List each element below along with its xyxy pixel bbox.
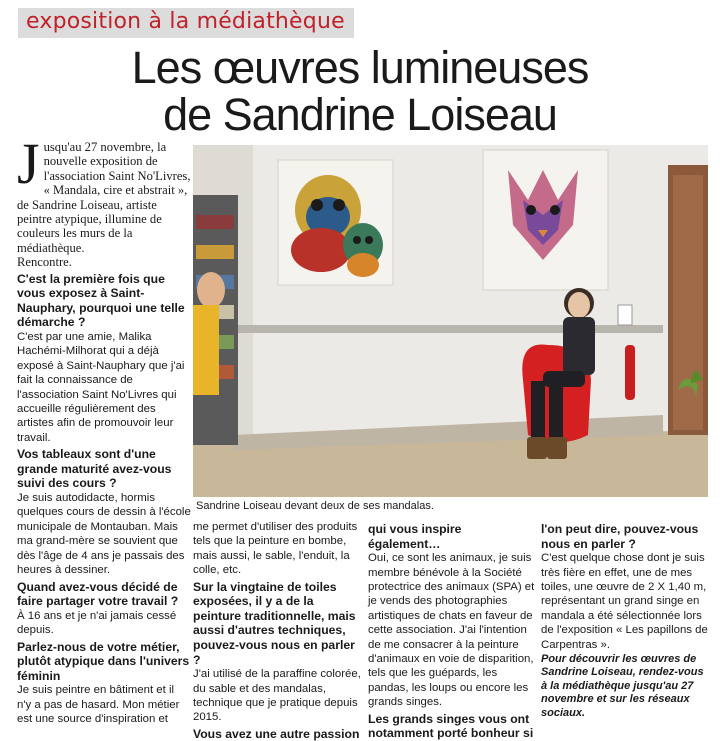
closing-note: Pour découvrir les œuvres de Sandrine Loiseau, rendez-vous à la médiathèque jusqu'au 27 novembre et sur les réseaux sociaux. (541, 653, 704, 719)
interview-question: Sur la vingtaine de toiles exposées, il y a de la peinture traditionnelle, mais aussi d'autres techniques, pouvez-vous nous en parler ? (193, 579, 356, 667)
headline-line-2: de Sandrine Loiseau (163, 89, 557, 140)
interview-question: Les grands singes vous ont notamment porté bonheur si (368, 711, 534, 741)
headline (0, 44, 720, 138)
column-2 (193, 520, 363, 741)
interview-answer: Oui, ce sont les animaux, je suis membre bénévole à la Société protectrice des animaux (SPA) et je vends des photographies artistiques de chats en faveur de cette association. J'ai l'intention de me consacrer à la peinture d'animaux en voie de disparition, tels que les guépards, les pandas, les loups ou encore les grands singes. (368, 552, 535, 709)
interview-question: C'est la première fois que vous exposez à Saint-Nauphary, pourquoi une telle démarche ? (17, 271, 185, 330)
interview-answer: C'est quelque chose dont je suis très fière en effet, une de mes toiles, une œuvre de 2 X 1,40 m, représentant un grand singe en mandala a été sélectionnée lors de l'exposition « Les papillons de Carpentras ». (541, 552, 708, 651)
intro-rencontre: Rencontre. (17, 255, 72, 270)
column-1 (17, 131, 191, 728)
interview-question: l'on peut dire, pouvez-vous nous en parler ? (541, 522, 699, 551)
interview-question: Vous avez une autre passion (193, 726, 360, 741)
interview-question: Quand avez-vous décidé de faire partager votre travail ? (17, 579, 179, 609)
drop-cap: J (17, 131, 40, 196)
column-1-body (17, 272, 191, 727)
exhibition-photo (193, 145, 708, 497)
interview-answer: C'est par une amie, Malika Hachémi-Milhorat qui a déjà exposé à Saint-Nauphary que j'ai fait la connaissance de l'association Saint No'Livres qui accueille régulièrement des artistes afin de promouvoir leur travail. (17, 331, 185, 444)
interview-answer: J'ai utilisé de la paraffine colorée, du sable et des mandalas, technique que je pratique depuis 2015. (193, 668, 361, 724)
column-3 (368, 520, 536, 741)
section-kicker: exposition à la médiathèque (26, 9, 345, 34)
column-4 (541, 520, 711, 720)
photo-illustration (193, 145, 708, 497)
interview-answer: Je suis peintre en bâtiment et il n'y a pas de hasard. Mon métier est une source d'inspiration et (17, 684, 180, 726)
interview-question: Parlez-nous de votre métier, plutôt atypique dans l'univers féminin (17, 639, 190, 683)
interview-question: Vos tableaux sont d'une grande maturité avez-vous suivi des cours ? (17, 447, 172, 491)
headline-line-1: Les œuvres lumineuses (131, 42, 589, 93)
interview-answer: me permet d'utiliser des produits tels que la peinture en bombe, mais aussi, le sable, l'enduit, la colle, etc. (193, 521, 358, 577)
intro-text: usqu'au 27 novembre, la nouvelle exposition de l'association Saint No'Livres, « Mandala, cire et abstrait », de Sandrine Loiseau, artiste peintre atypique, illumine de couleurs les murs de la médiathèque. (17, 140, 191, 255)
photo-caption: Sandrine Loiseau devant deux de ses mandalas. (196, 500, 434, 512)
interview-question: qui vous inspire également… (368, 522, 462, 551)
interview-answer: Je suis autodidacte, hormis quelques cours de dessin à l'école municipale de Montauban. Mais ma grand-mère se souvient que dès l'âge de 4 ans je passais des heures à dessiner. (17, 492, 191, 577)
interview-answer: À 16 ans et je n'ai jamais cessé depuis. (17, 609, 177, 637)
